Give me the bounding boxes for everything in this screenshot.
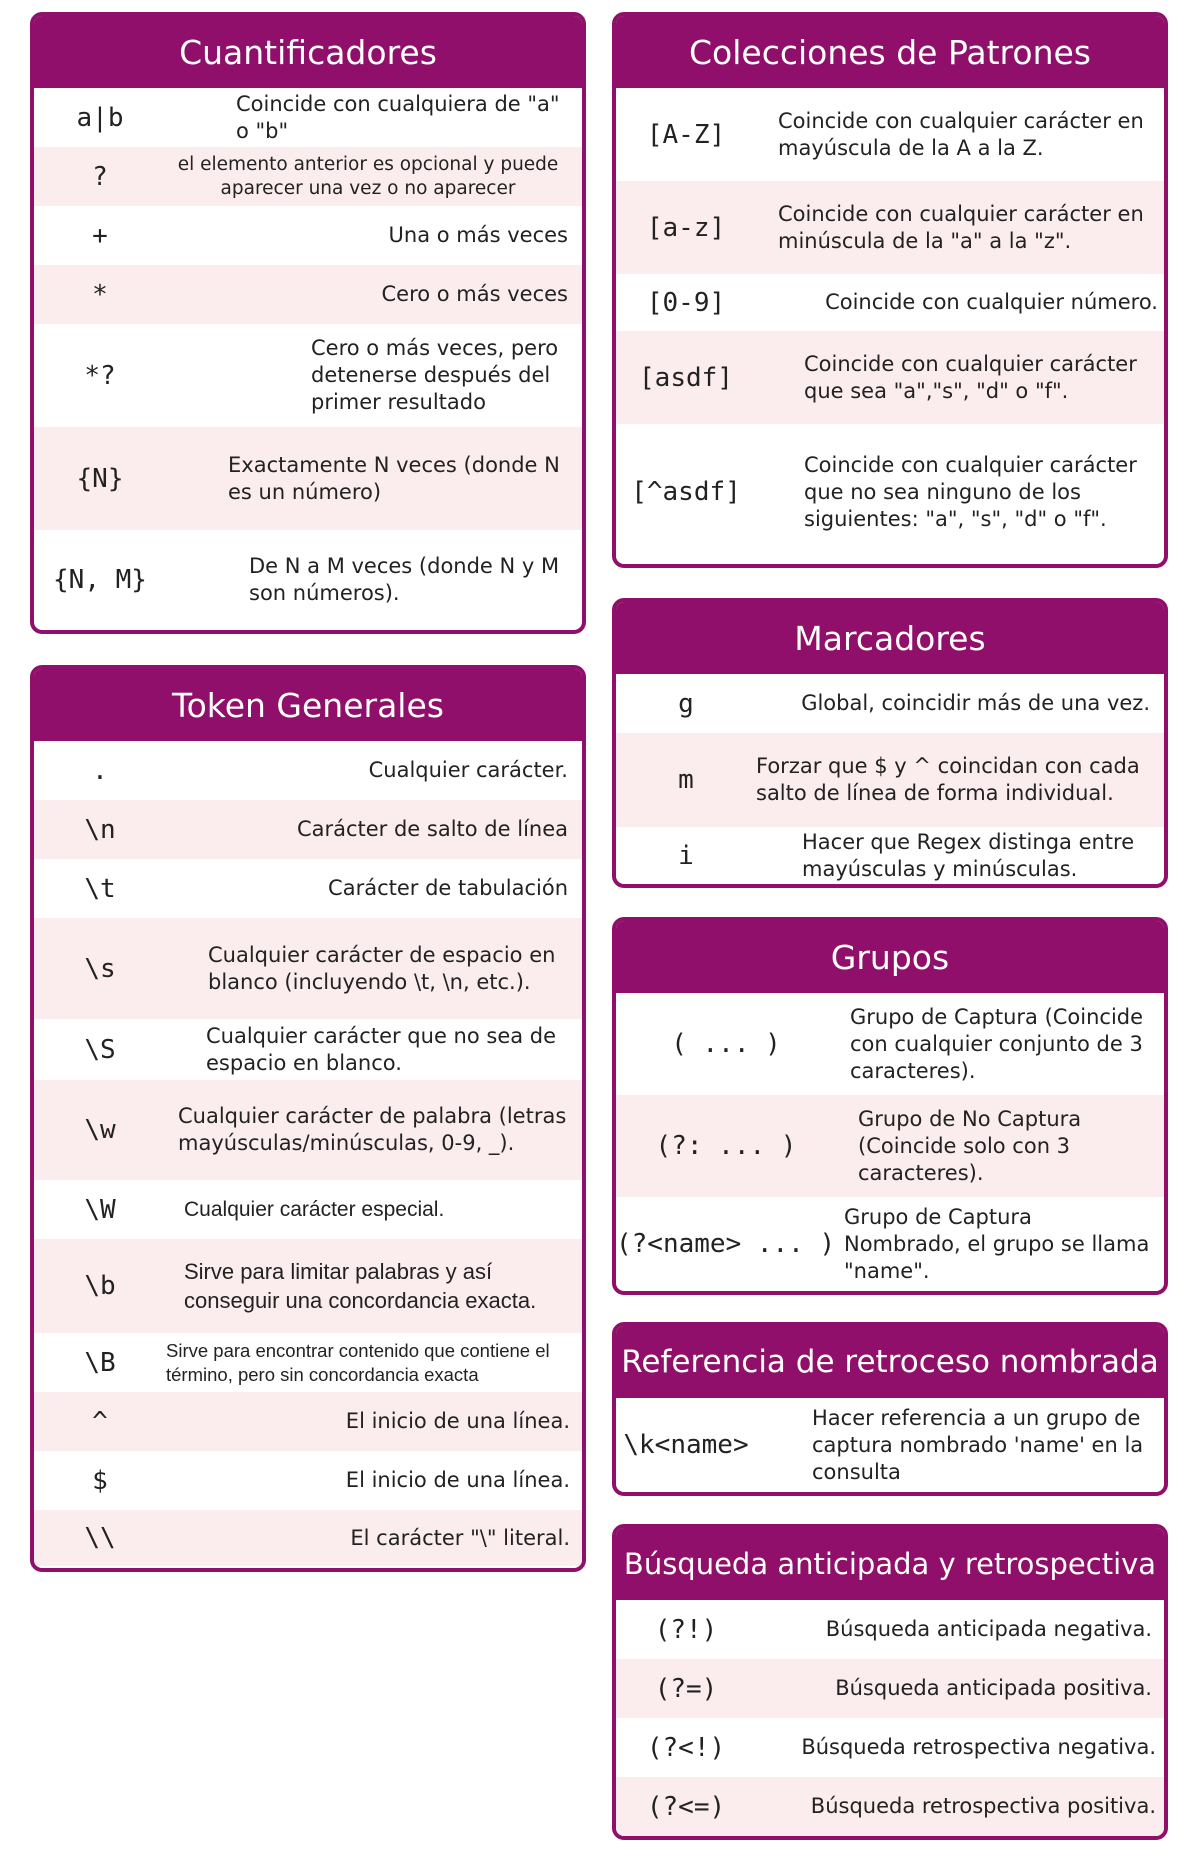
description: Hacer referencia a un grupo de captura nombrado 'name' en la consulta	[812, 1405, 1144, 1484]
token: [^asdf]	[631, 477, 741, 507]
table-row	[616, 274, 1164, 331]
token: $	[92, 1465, 108, 1496]
description: Grupo de No Captura (Coincide solo con 3 caracteres).	[858, 1106, 1082, 1185]
description: Cualquier carácter de palabra (letras mayúsculas/minúsculas, 0-9, _).	[178, 1104, 567, 1155]
description: Coincide con cualquier carácter en mayúscula de la A a la Z.	[778, 108, 1144, 160]
table-row	[34, 147, 582, 206]
token: \k<name>	[623, 1430, 749, 1460]
token: [A-Z]	[646, 119, 726, 150]
token: {N}	[76, 463, 124, 494]
description: Coincide con cualquier carácter que no sea ninguno de los siguientes: "a", "s", "d" o "f".	[804, 452, 1137, 531]
table-row	[34, 800, 582, 859]
table-row	[616, 1718, 1164, 1777]
table-row	[616, 827, 1164, 884]
table-row	[34, 1451, 582, 1510]
token: {N, M}	[53, 565, 147, 595]
table-row	[34, 265, 582, 324]
colecciones-card	[612, 12, 1168, 568]
table-row	[616, 1197, 1164, 1291]
token-generales-title: Token Generales	[34, 669, 582, 741]
token: i	[678, 840, 694, 871]
table-row	[616, 424, 1164, 560]
table-row	[616, 331, 1164, 424]
description: Coincide con cualquiera de "a" o "b"	[236, 91, 560, 143]
description: Carácter de tabulación	[328, 876, 568, 900]
table-row	[34, 1239, 582, 1333]
table-row	[616, 1659, 1164, 1718]
cuantificadores-title: Cuantificadores	[34, 16, 582, 88]
description: Una o más veces	[388, 223, 568, 247]
token: [asdf]	[639, 362, 733, 393]
marcadores-title: Marcadores	[616, 602, 1164, 674]
token: \n	[84, 814, 116, 845]
description: Carácter de salto de línea	[296, 817, 568, 841]
description: Cero o más veces, pero detenerse después del primer resultado	[311, 336, 559, 414]
table-row	[34, 1333, 582, 1392]
grupos-title: Grupos	[616, 921, 1164, 993]
description: Cualquier carácter que no sea de espacio en blanco.	[206, 1023, 557, 1075]
token: \b	[84, 1271, 116, 1301]
table-row	[34, 1392, 582, 1451]
token: ^	[92, 1406, 108, 1437]
table-row	[616, 733, 1164, 827]
description: Cualquier carácter.	[368, 758, 568, 782]
table-row	[616, 1777, 1164, 1836]
description: Búsqueda anticipada positiva.	[835, 1676, 1152, 1700]
token: \w	[84, 1115, 116, 1145]
description: El carácter "\" literal.	[350, 1525, 570, 1550]
token: m	[678, 765, 694, 795]
table-row	[34, 741, 582, 800]
token: ?	[92, 161, 108, 192]
token: \B	[84, 1347, 116, 1378]
description: el elemento anterior es opcional y puede aparecer una vez o no aparecer	[177, 153, 559, 199]
description: Forzar que $ y ^ coincidan con cada salto de línea de forma individual.	[756, 754, 1140, 805]
table-row	[616, 1398, 1164, 1492]
token: (?: ... )	[655, 1131, 797, 1161]
description: Búsqueda anticipada negativa.	[825, 1617, 1152, 1641]
description: Sirve para limitar palabras y así conseguir una concordancia exacta.	[184, 1259, 537, 1313]
description: Búsqueda retrospectiva positiva.	[810, 1794, 1156, 1818]
table-row	[34, 1510, 582, 1566]
description: Sirve para encontrar contenido que contiene el término, pero sin concordancia exacta	[166, 1339, 550, 1385]
description: Coincide con cualquier número.	[825, 290, 1158, 314]
token: +	[92, 220, 108, 251]
table-row	[616, 1600, 1164, 1659]
table-row	[34, 1019, 582, 1080]
token: .	[92, 755, 108, 786]
table-row	[34, 530, 582, 630]
table-row	[616, 1095, 1164, 1197]
token: \S	[84, 1034, 116, 1065]
description: Global, coincidir más de una vez.	[801, 691, 1150, 715]
token: a|b	[76, 102, 124, 133]
description: Cualquier carácter de espacio en blanco (incluyendo \t, \n, etc.).	[208, 942, 556, 994]
token: [a-z]	[646, 212, 726, 243]
marcadores-card	[612, 598, 1168, 888]
table-row	[616, 993, 1164, 1095]
token: g	[678, 688, 694, 719]
table-row	[34, 324, 582, 427]
description: Exactamente N veces (donde N es un número)	[228, 452, 560, 504]
token: ( ... )	[671, 1029, 781, 1059]
table-row	[616, 181, 1164, 274]
token: (?<=)	[646, 1791, 726, 1822]
token-generales-card	[30, 665, 586, 1572]
table-row	[616, 88, 1164, 181]
table-row	[34, 88, 582, 147]
token: \s	[84, 953, 116, 984]
description: Coincide con cualquier carácter que sea "a","s", "d" o "f".	[804, 351, 1137, 403]
token: [0-9]	[646, 287, 726, 318]
token: \W	[84, 1194, 116, 1225]
table-row	[34, 1080, 582, 1180]
description: Cero o más veces	[381, 282, 568, 306]
description: Búsqueda retrospectiva negativa.	[801, 1735, 1156, 1759]
token: *?	[84, 360, 116, 391]
description: El inicio de una línea.	[345, 1409, 570, 1433]
token: (?!)	[654, 1614, 718, 1645]
table-row	[34, 427, 582, 530]
grupos-card	[612, 917, 1168, 1295]
token: (?<!)	[646, 1732, 726, 1763]
description: De N a M veces (donde N y M son números).	[249, 554, 560, 605]
table-row	[34, 206, 582, 265]
description: El inicio de una línea.	[345, 1468, 570, 1492]
description: Grupo de Captura (Coincide con cualquier conjunto de 3 caracteres).	[850, 1004, 1144, 1083]
referencia-card	[612, 1322, 1168, 1496]
token: *	[92, 279, 108, 310]
table-row	[616, 674, 1164, 733]
table-row	[34, 1180, 582, 1239]
busqueda-title: Búsqueda anticipada y retrospectiva	[616, 1528, 1164, 1600]
table-row	[34, 918, 582, 1019]
description: Grupo de Captura Nombrado, el grupo se llama "name".	[844, 1204, 1150, 1283]
description: Cualquier carácter especial.	[184, 1198, 445, 1221]
token: \t	[84, 873, 116, 904]
cuantificadores-card	[30, 12, 586, 634]
token: \\	[84, 1523, 116, 1553]
token: (?<name> ... )	[616, 1229, 836, 1259]
referencia-title: Referencia de retroceso nombrada	[616, 1326, 1164, 1398]
table-row	[34, 859, 582, 918]
token: (?=)	[654, 1673, 718, 1704]
colecciones-title: Colecciones de Patrones	[616, 16, 1164, 88]
description: Coincide con cualquier carácter en minúscula de la "a" a la "z".	[778, 201, 1144, 253]
description: Hacer que Regex distinga entre mayúsculas y minúsculas.	[802, 829, 1135, 881]
busqueda-card	[612, 1524, 1168, 1840]
